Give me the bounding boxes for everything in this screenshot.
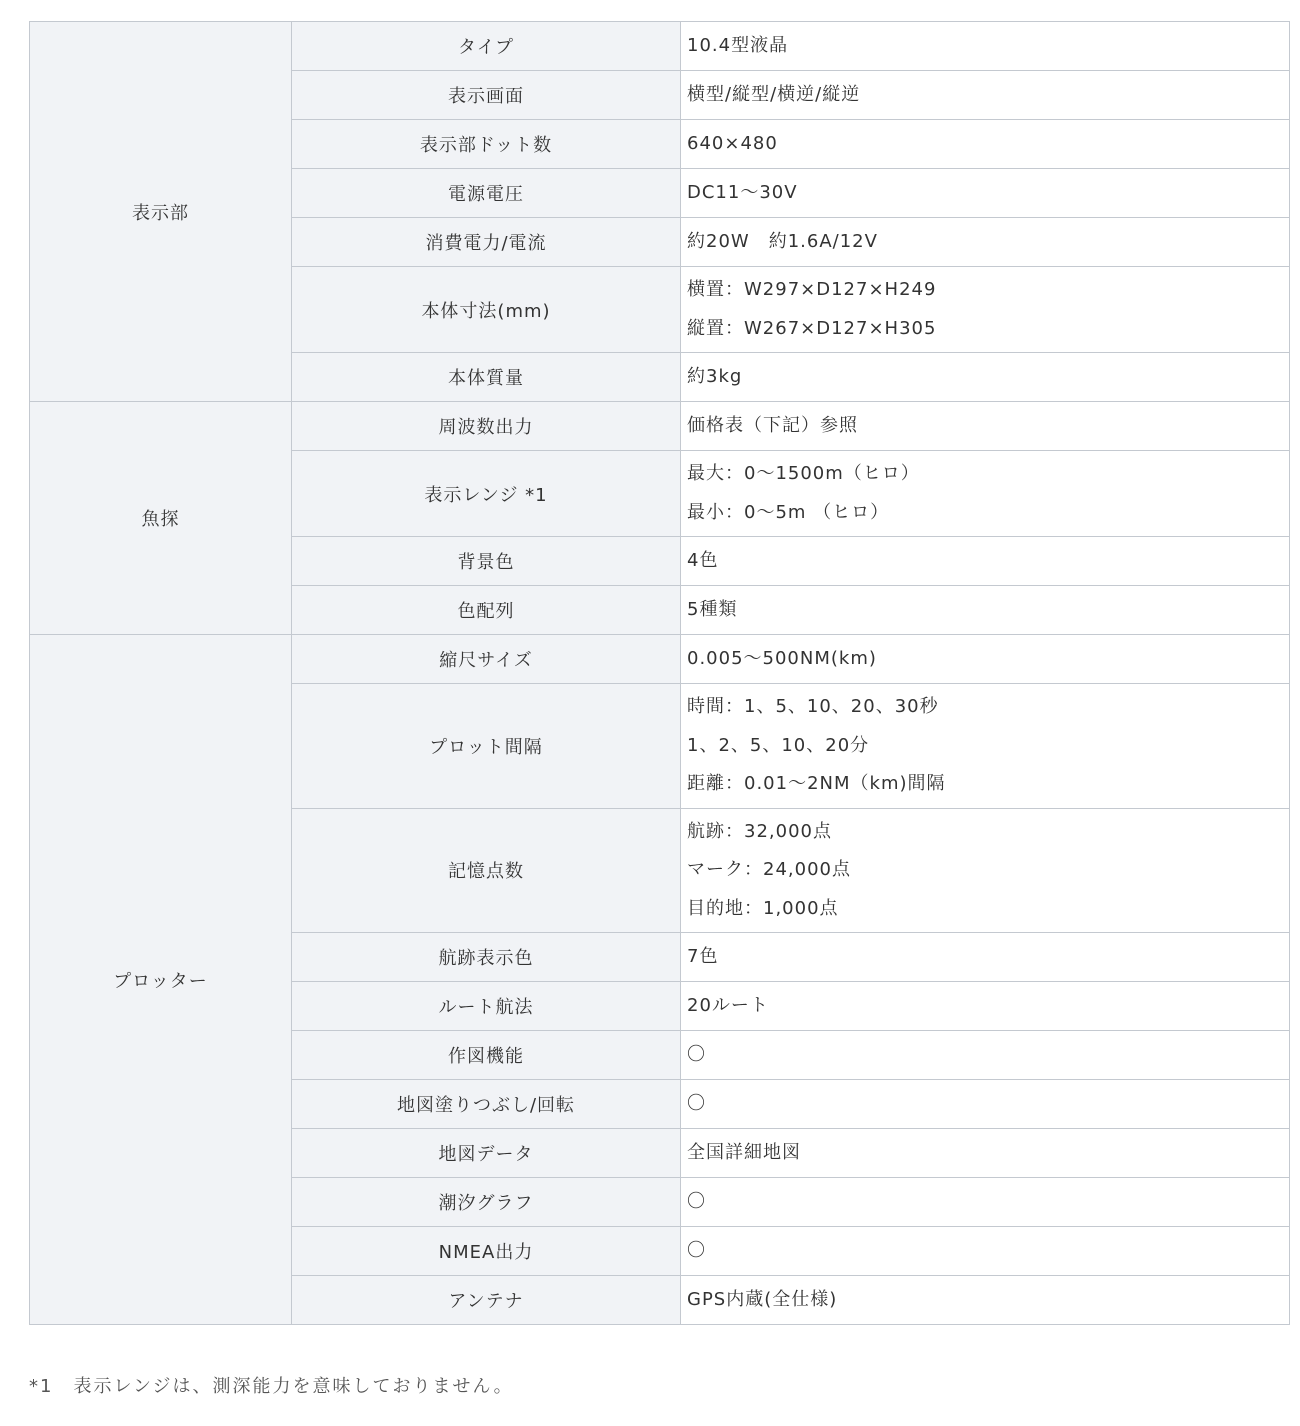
row-value: 〇: [681, 1178, 1290, 1227]
row-value: 4色: [681, 537, 1290, 586]
row-value: 全国詳細地図: [681, 1129, 1290, 1178]
row-label: ルート航法: [292, 982, 681, 1031]
row-label: 地図データ: [292, 1129, 681, 1178]
row-label: 背景色: [292, 537, 681, 586]
row-value: 10.4型液晶: [681, 22, 1290, 71]
row-value: 〇: [681, 1080, 1290, 1129]
row-value: 時間：1、5、10、20、30秒 1、2、5、10、20分 距離：0.01〜2NM（km)間隔: [681, 684, 1290, 809]
group-label-plotter: プロッター: [30, 635, 292, 1325]
row-label: 作図機能: [292, 1031, 681, 1080]
row-label: 色配列: [292, 586, 681, 635]
spec-table-container: [29, 21, 1289, 1325]
table-row: [30, 402, 1290, 451]
row-value: DC11〜30V: [681, 169, 1290, 218]
row-label: 地図塗りつぶし/回転: [292, 1080, 681, 1129]
row-value: GPS内蔵(全仕様): [681, 1276, 1290, 1325]
row-label: NMEA出力: [292, 1227, 681, 1276]
group-label-fishfinder: 魚探: [30, 402, 292, 635]
row-label: 表示部ドット数: [292, 120, 681, 169]
table-row: [30, 22, 1290, 71]
row-value: 航跡：32,000点 マーク：24,000点 目的地：1,000点: [681, 808, 1290, 933]
row-label: 本体寸法(mm): [292, 267, 681, 353]
footnote: *1 表示レンジは、測深能力を意味しておりません。: [29, 1376, 514, 1397]
row-label: アンテナ: [292, 1276, 681, 1325]
row-value: 5種類: [681, 586, 1290, 635]
row-label: 消費電力/電流: [292, 218, 681, 267]
row-value: 横型/縦型/横逆/縦逆: [681, 71, 1290, 120]
row-label: 本体質量: [292, 353, 681, 402]
group-label-display: 表示部: [30, 22, 292, 402]
row-value: 約20W 約1.6A/12V: [681, 218, 1290, 267]
row-value: 640×480: [681, 120, 1290, 169]
row-label: 表示画面: [292, 71, 681, 120]
row-label: プロット間隔: [292, 684, 681, 809]
row-value: 〇: [681, 1031, 1290, 1080]
row-value: 〇: [681, 1227, 1290, 1276]
row-value: 価格表（下記）参照: [681, 402, 1290, 451]
row-label: タイプ: [292, 22, 681, 71]
row-label: 縮尺サイズ: [292, 635, 681, 684]
row-value: 0.005〜500NM(km): [681, 635, 1290, 684]
row-value: 20ルート: [681, 982, 1290, 1031]
row-value: 約3kg: [681, 353, 1290, 402]
row-label: 周波数出力: [292, 402, 681, 451]
row-value: 7色: [681, 933, 1290, 982]
row-value: 横置：W297×D127×H249 縦置：W267×D127×H305: [681, 267, 1290, 353]
row-value: 最大：0〜1500m（ヒロ） 最小：0〜5m （ヒロ）: [681, 451, 1290, 537]
row-label: 表示レンジ *1: [292, 451, 681, 537]
row-label: 電源電圧: [292, 169, 681, 218]
spec-table: [29, 21, 1290, 1325]
row-label: 航跡表示色: [292, 933, 681, 982]
row-label: 記憶点数: [292, 808, 681, 933]
row-label: 潮汐グラフ: [292, 1178, 681, 1227]
table-row: [30, 635, 1290, 684]
